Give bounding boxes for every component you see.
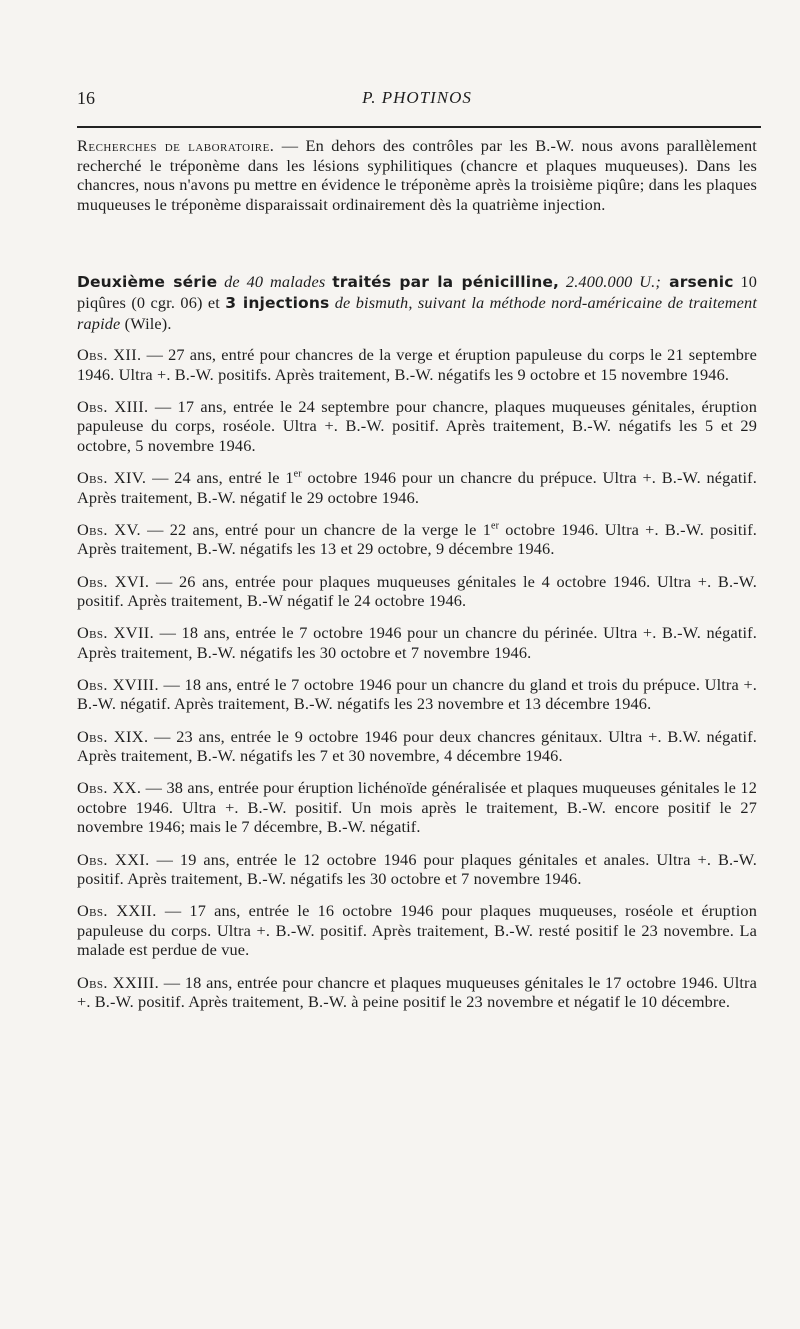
- series-part-4: 2.400.000 U.;: [559, 272, 661, 292]
- superscript: er: [490, 520, 500, 532]
- series-part-5: arsenic: [660, 273, 734, 292]
- observation-14: [77, 468, 757, 507]
- superscript: er: [293, 468, 302, 480]
- observation-text: — 18 ans, entrée pour chancre et plaques muqueuses génitales le 17 octobre 1946. Ultra +. B.-W. positif. Après traitement, B.-W. à peine positif le 23 novembre et négatif le 10 décembre.: [77, 972, 758, 1012]
- observation-text: — 23 ans, entrée le 9 octobre 1946 pour deux chancres génitaux. Ultra +. B.W. négatif. Après traitement, B.-W. négatifs les 7 et 30 novembre, 4 décembre 1946.: [77, 726, 757, 766]
- series-part-3: traités par la pénicilline,: [332, 273, 560, 292]
- observation-label: Obs. XVI.: [77, 571, 150, 591]
- observation-label: Obs. XXII.: [77, 901, 157, 921]
- observation-22: [77, 901, 757, 960]
- observation-12: [77, 345, 757, 384]
- header-rule: [77, 126, 761, 128]
- observation-text: — 18 ans, entrée le 7 octobre 1946 pour un chancre du périnée. Ultra +. B.-W. négatif. Après traitement, B.-W. négatifs les 30 octobre et 7 novembre 1946.: [77, 623, 757, 662]
- observation-label: Obs. XIII.: [77, 396, 149, 416]
- observation-21: [77, 850, 757, 889]
- observation-17: [77, 623, 757, 662]
- series-part-1: Deuxième série: [77, 273, 218, 292]
- series-part-6: 10 piqûres (0 cgr. 06) et: [77, 272, 757, 312]
- observation-text: — 18 ans, entré le 7 octobre 1946 pour un chancre du gland et trois du prépuce. Ultra +. B.-W. négatif. Après traitement, B.-W. négatifs les 23 novembre et 13 décembre 1946.: [77, 674, 758, 714]
- observation-18: [77, 675, 757, 714]
- intro-text: — En dehors des contrôles par les B.-W. nous avons parallèlement recherché le tréponème dans les lésions syphilitiques (chancre et plaques muqueuses). Dans les chancres, nous n'avons pu mettre en évidence le tréponème après la troisième piqûre; dans les plaques muqueuses le tréponème disparaissait ordinairement dès la quatrième injection.: [77, 136, 757, 214]
- observation-text-continued: octobre 1946 pour un chancre du prépuce. Ultra +. B.-W. négatif. Après traitement, B.-W. négatif le 29 octobre 1946.: [77, 468, 757, 507]
- observation-label: Obs. XIV.: [77, 468, 147, 488]
- page: [77, 88, 757, 1024]
- series-part-7: 3 injections: [225, 293, 330, 312]
- observation-label: Obs. XV.: [77, 519, 141, 539]
- series-part-2: de 40 malades: [217, 272, 333, 292]
- observation-text: — 17 ans, entrée le 24 septembre pour chancre, plaques muqueuses génitales, éruption papuleuse du corps, roséole. Ultra +. B.-W. positif. Après traitement, B.-W. négatifs les 5 et 29 octobre, 5 novembre 1946.: [77, 396, 757, 456]
- observation-19: [77, 727, 757, 766]
- observation-text: — 17 ans, entrée le 16 octobre 1946 pour plaques muqueuses, roséole et éruption papuleuse du corps. Ultra +. B.-W. positif. Après traitement, B.-W. resté positif le 23 novembre. La malade est perdue de vue.: [77, 901, 757, 960]
- observation-label: Obs. XXIII.: [77, 972, 160, 992]
- observation-label: Obs. XXI.: [77, 849, 150, 869]
- observation-text: — 38 ans, entrée pour éruption lichénoïde généralisée et plaques muqueuses génitales le 12 octobre 1946. Ultra +. B.-W. positif. Un mois après le traitement, B.-W. encore positif le 27 novembre 1946; mais le 7 décembre, B.-W. négatif.: [77, 778, 757, 837]
- page-number: 16: [77, 88, 95, 108]
- observation-text-continued: octobre 1946. Ultra +. B.-W. positif. Après traitement, B.-W. négatifs les 13 et 29 octobre, 9 décembre 1946.: [77, 519, 757, 559]
- observation-label: Obs. XX.: [77, 778, 142, 798]
- observation-text: — 27 ans, entré pour chancres de la verge et éruption papuleuse du corps le 21 septembre 1946. Ultra +. B.-W. positifs. Après traitement, B.-W. négatifs les 9 octobre et 15 novembre 1946.: [77, 345, 758, 384]
- observation-text: — 24 ans, entré le 1: [146, 468, 294, 488]
- observation-text: — 22 ans, entré pour un chancre de la verge le 1: [140, 519, 491, 539]
- series-heading: [77, 272, 757, 333]
- page-header: [77, 88, 757, 116]
- series-part-9: (Wile).: [120, 313, 172, 333]
- intro-paragraph: [77, 136, 757, 214]
- intro-label: Recherches de laboratoire.: [77, 136, 275, 155]
- observation-label: Obs. XII.: [77, 345, 142, 365]
- observation-23: [77, 973, 757, 1012]
- observation-20: [77, 778, 757, 837]
- observation-text: — 26 ans, entrée pour plaques muqueuses génitales le 4 octobre 1946. Ultra +. B.-W. positif. Après traitement, B.-W négatif le 24 octobre 1946.: [77, 571, 757, 611]
- observation-label: Obs. XIX.: [77, 726, 149, 746]
- observation-text: — 19 ans, entrée le 12 octobre 1946 pour plaques génitales et anales. Ultra +. B.-W. positif. Après traitement, B.-W. négatifs les 30 octobre et 7 novembre 1946.: [77, 849, 757, 889]
- running-head: P. PHOTINOS: [362, 88, 472, 107]
- observation-15: [77, 520, 757, 559]
- observation-label: Obs. XVIII.: [77, 674, 159, 694]
- observation-13: [77, 397, 757, 456]
- series-part-8: de bismuth, suivant la méthode nord-américaine de traitement rapide: [77, 292, 757, 333]
- observation-16: [77, 572, 757, 611]
- observation-label: Obs. XVII.: [77, 623, 155, 643]
